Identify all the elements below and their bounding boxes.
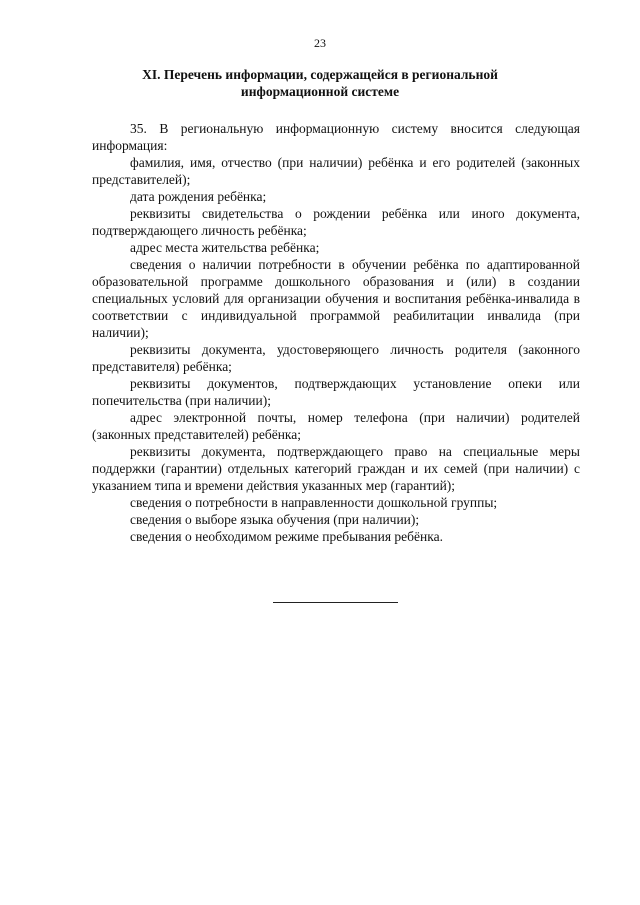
list-item-language: сведения о выборе языка обучения (при наличии); — [130, 512, 420, 527]
list-item-parent-id: реквизиты документа, удостоверяющего личность родителя (законного представителя) ребёнка; — [92, 342, 580, 374]
paragraph-intro: 35. В региональную информационную систему вносится следующая информация: — [92, 121, 580, 153]
end-separator-line — [273, 602, 398, 603]
list-item-support-measures: реквизиты документа, подтверждающего право на специальные меры поддержки (гарантии) отдельных категорий граждан и их семей (при наличии) с указанием типа и времени действия указанных мер (гарантий); — [92, 444, 580, 493]
list-item-contacts: адрес электронной почты, номер телефона (при наличии) родителей (законных представителей) ребёнка; — [92, 410, 580, 442]
list-item-residence-address: адрес места жительства ребёнка; — [130, 240, 320, 255]
list-item-group-focus: сведения о потребности в направленности дошкольной группы; — [130, 495, 498, 510]
section-heading-line-1: XI. Перечень информации, содержащейся в региональной — [142, 67, 498, 82]
list-item-guardianship: реквизиты документов, подтверждающих установление опеки или попечительства (при наличии); — [92, 376, 580, 408]
section-heading-line-2: информационной системе — [240, 84, 400, 99]
page-number: 23 — [314, 36, 326, 50]
document-body — [92, 120, 580, 545]
list-item-full-name: фамилия, имя, отчество (при наличии) ребёнка и его родителей (законных представителей); — [92, 155, 580, 187]
list-item-special-needs: сведения о наличии потребности в обучении ребёнка по адаптированной образовательной программе дошкольного образования и (или) в создании специальных условий для организации обучения и воспитания ребёнка-инвалида в соответствии с индивидуальной программой реабилитации инвалида (при наличии); — [92, 257, 580, 340]
list-item-birth-date: дата рождения ребёнка; — [130, 189, 267, 204]
list-item-stay-mode: сведения о необходимом режиме пребывания ребёнка. — [130, 529, 443, 544]
section-heading — [90, 66, 550, 100]
list-item-birth-certificate: реквизиты свидетельства о рождении ребёнка или иного документа, подтверждающего личность ребёнка; — [92, 206, 580, 238]
